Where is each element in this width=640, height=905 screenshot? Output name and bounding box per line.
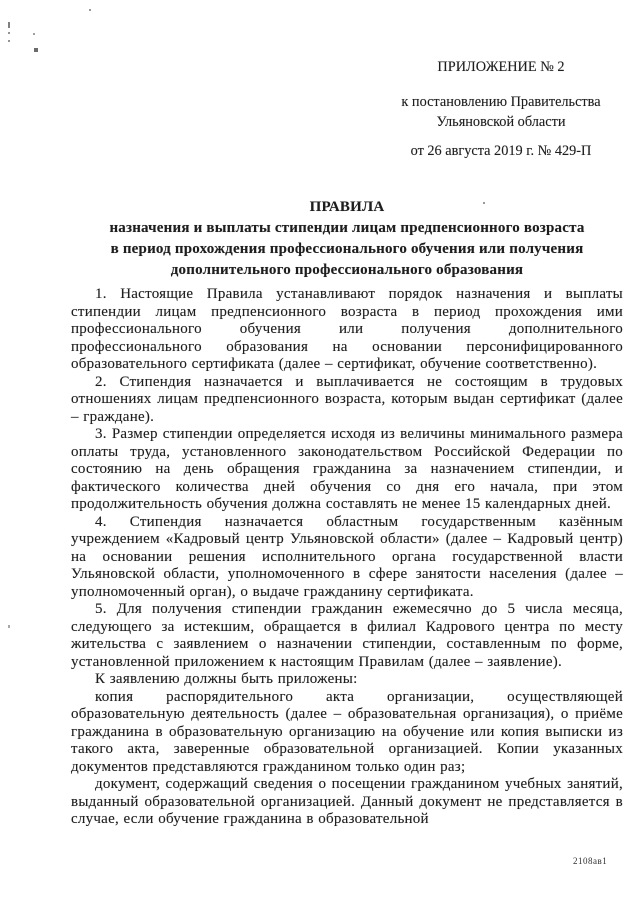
paragraph-2: 2. Стипендия назначается и выплачивается не состоящим в трудовых отношениях лицам предпенсионного возраста, которым выдан сертификат (далее – граждане). bbox=[71, 373, 623, 425]
paragraph-attachment-attendance-doc: документ, содержащий сведения о посещении гражданином учебных занятий, выданный образовательной организацией. Данный документ не представляется в случае, если обучение гражданина в образовательной bbox=[71, 776, 623, 827]
scan-artifact bbox=[34, 48, 38, 52]
scan-artifact bbox=[8, 625, 10, 628]
paragraph-5: 5. Для получения стипендии гражданин ежемесячно до 5 числа месяца, следующего за истекшим, обращается в филиал Кадрового центра по месту жительства с заявлением о назначении стипендии, составленным по форме, установленной приложением к настоящим Правилам (далее – заявление). bbox=[71, 601, 623, 670]
appendix-header bbox=[391, 57, 611, 161]
scan-artifact bbox=[8, 32, 10, 34]
reference-line-2: Ульяновской области bbox=[436, 114, 566, 130]
paragraph-attachments-intro: К заявлению должны быть приложены: bbox=[95, 671, 358, 687]
paragraph-4: 4. Стипендия назначается областным государственным казённым учреждением «Кадровый центр Ульяновской области» (далее – Кадровый центр) на основании решения исполнительного органа государственной власти Ульяновской области, уполномоченного в сфере занятости населения (далее – уполномоченный орган), о выдаче гражданину сертификата. bbox=[71, 513, 623, 600]
paragraph-1: 1. Настоящие Правила устанавливают порядок назначения и выплаты стипендии лицам предпенсионного возраста в период прохождения ими профессионального обучения или получения дополнительного профессионального образования на основании персонифицированного образовательного сертификата (далее – сертификат, обучение соответственно). bbox=[71, 286, 623, 372]
title-line-2: назначения и выплаты стипендии лицам предпенсионного возраста bbox=[109, 220, 585, 236]
page-code: 2108ав1 bbox=[573, 856, 608, 866]
reference-line-1: к постановлению Правительства bbox=[401, 94, 601, 110]
document-date-number: от 26 августа 2019 г. № 429-П bbox=[410, 143, 592, 159]
title-line-1: ПРАВИЛА bbox=[309, 199, 385, 215]
paragraph-3: 3. Размер стипендии определяется исходя из величины минимального размера оплаты труда, установленного законодательством Российской Федерации по состоянию на день обращения гражданина за назначением стипендии, и фактического количества дней обучения со дня его начала, при этом продолжительность обучения должна составлять не менее 15 календарных дней. bbox=[71, 426, 623, 512]
document-title bbox=[71, 197, 623, 281]
scan-artifact bbox=[8, 22, 10, 28]
title-line-4: дополнительного профессионального образования bbox=[170, 262, 524, 278]
scan-artifact bbox=[89, 9, 91, 11]
title-line-3: в период прохождения профессионального обучения или получения bbox=[110, 241, 584, 257]
appendix-number: ПРИЛОЖЕНИЕ № 2 bbox=[437, 59, 565, 75]
scan-artifact bbox=[33, 33, 35, 35]
scan-artifact bbox=[8, 40, 10, 42]
paragraph-attachment-copy-act: копия распорядительного акта организации, осуществляющей образовательную деятельность (далее – образовательная организация), о приёме гражданина в образовательную организацию на обучение или копия выписки из такого акта, заверенные образовательной организацией. Копии указанных документов представляются гражданином только один раз; bbox=[71, 688, 623, 775]
document-body bbox=[71, 286, 623, 829]
